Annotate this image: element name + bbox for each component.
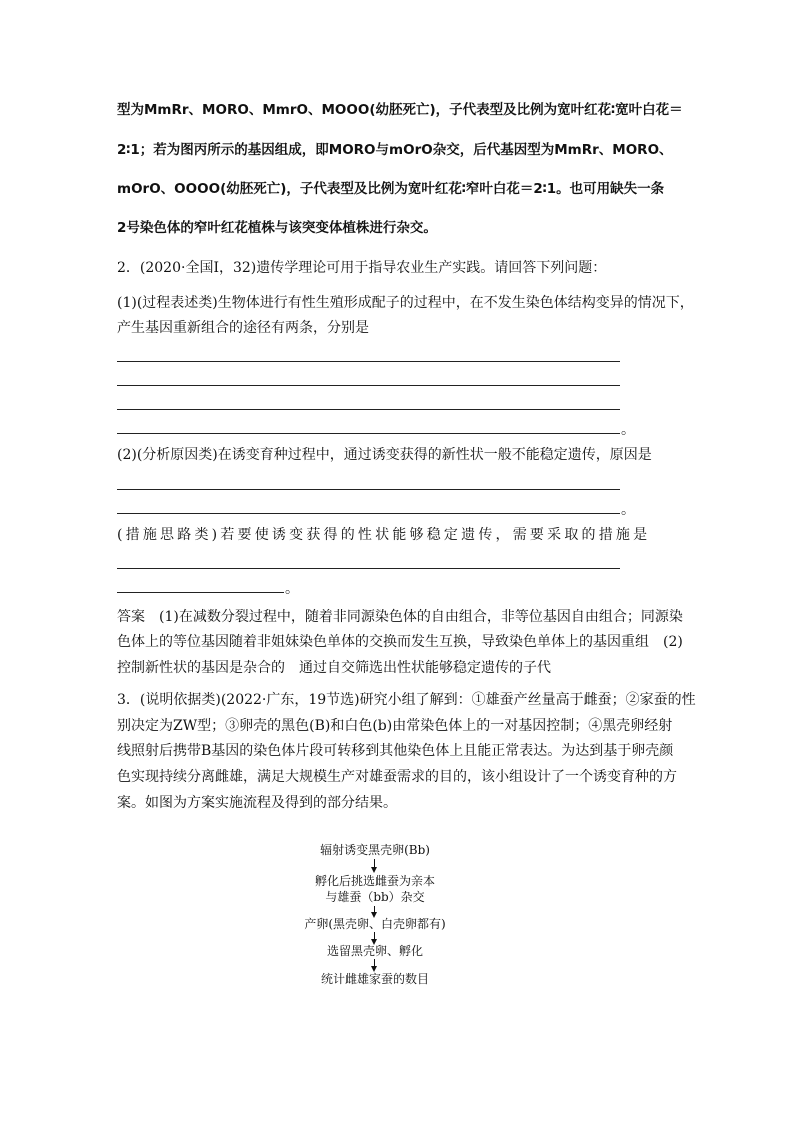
period-mark: 。	[621, 422, 635, 438]
question-2-part1-line-2: 产生基因重新组合的途径有两条，分别是	[117, 320, 369, 336]
question-3-line-5: 案。如图为方案实施流程及得到的部分结果。	[117, 795, 397, 811]
period-mark: 。	[621, 502, 635, 518]
question-2-part2-line-1: (2)(分析原因类)在诱变育种过程中，通过诱变获得的新性状一般不能稳定遗传，原因是	[117, 447, 652, 463]
flow-step-2a: 孵化后挑选雌蚕为亲本	[314, 874, 435, 888]
question-2-part1-line-1: (1)(过程表述类)生物体进行有性生殖形成配子的过程中，在不发生染色体结构变异的情况下，	[117, 295, 694, 311]
question-3-line-4: 色实现持续分离雌雄，满足大规模生产对雄蚕需求的目的，该小组设计了一个诱变育种的方	[117, 769, 677, 785]
answer-text-line-1: 型为MmRr、MORO、MmrO、MOOO(幼胚死亡)，子代表型及比例为宽叶红花∶宽叶白花＝	[117, 102, 683, 118]
question-2-title: 2．(2020·全国Ⅰ，32)遗传学理论可用于指导农业生产实践。请回答下列问题：	[117, 260, 607, 276]
flow-step-5: 统计雌雄家蚕的数目	[320, 972, 429, 986]
flow-step-4: 选留黑壳卵、孵化	[326, 944, 423, 958]
answer-line-2: 色体上的等位基因随着非姐妹染色单体的交换而发生互换，导致染色单体上的基因重组 (2)	[117, 634, 683, 650]
answer-blank-line[interactable]	[117, 592, 284, 593]
answer-line-3: 控制新性状的基因是杂合的 通过自交筛选出性状能够稳定遗传的子代	[117, 660, 551, 676]
flow-step-2b: 与雄蚕（bb）杂交	[325, 890, 425, 904]
answer-text-line-3: mOrO、OOOO(幼胚死亡)，子代表型及比例为宽叶红花∶窄叶白花＝2∶1。也可用缺失一条	[117, 181, 665, 197]
answer-text-line-2: 2∶1；若为图丙所示的基因组成，即MORO与mOrO杂交，后代基因型为MmRr、MORO、	[117, 142, 673, 158]
answer-blank-line[interactable]	[117, 409, 620, 410]
answer-blank-line[interactable]	[117, 433, 620, 434]
answer-text-line-4: 2号染色体的窄叶红花植株与该突变体植株进行杂交。	[117, 220, 437, 236]
answer-blank-line[interactable]	[117, 568, 620, 569]
period-mark: 。	[285, 581, 299, 597]
answer-blank-line[interactable]	[117, 361, 620, 362]
answer-blank-line[interactable]	[117, 513, 620, 514]
question-2-part3-line-1: (措施思路类)若要使诱变获得的性状能够稳定遗传，需要采取的措施是	[117, 527, 651, 543]
flow-step-1: 辐射诱变黑壳卵(Bb)	[320, 843, 430, 857]
flow-step-3: 产卵(黑壳卵、白壳卵都有)	[304, 917, 446, 931]
answer-blank-line[interactable]	[117, 489, 620, 490]
question-3-line-1: 3．(说明依据类)(2022·广东，19节选)研究小组了解到：①雄蚕产丝量高于雌蚕；②家蚕的性	[117, 692, 696, 708]
answer-line-1: 答案 (1)在减数分裂过程中，随着非同源染色体的自由组合，非等位基因自由组合；同源染	[117, 609, 683, 625]
answer-blank-line[interactable]	[117, 385, 620, 386]
question-3-line-3: 线照射后携带B基因的染色体片段可转移到其他染色体上且能正常表达。为达到基于卵壳颜	[117, 743, 674, 759]
question-3-line-2: 别决定为ZW型；③卵壳的黑色(B)和白色(b)由常染色体上的一对基因控制；④黑壳卵经射	[117, 718, 673, 734]
